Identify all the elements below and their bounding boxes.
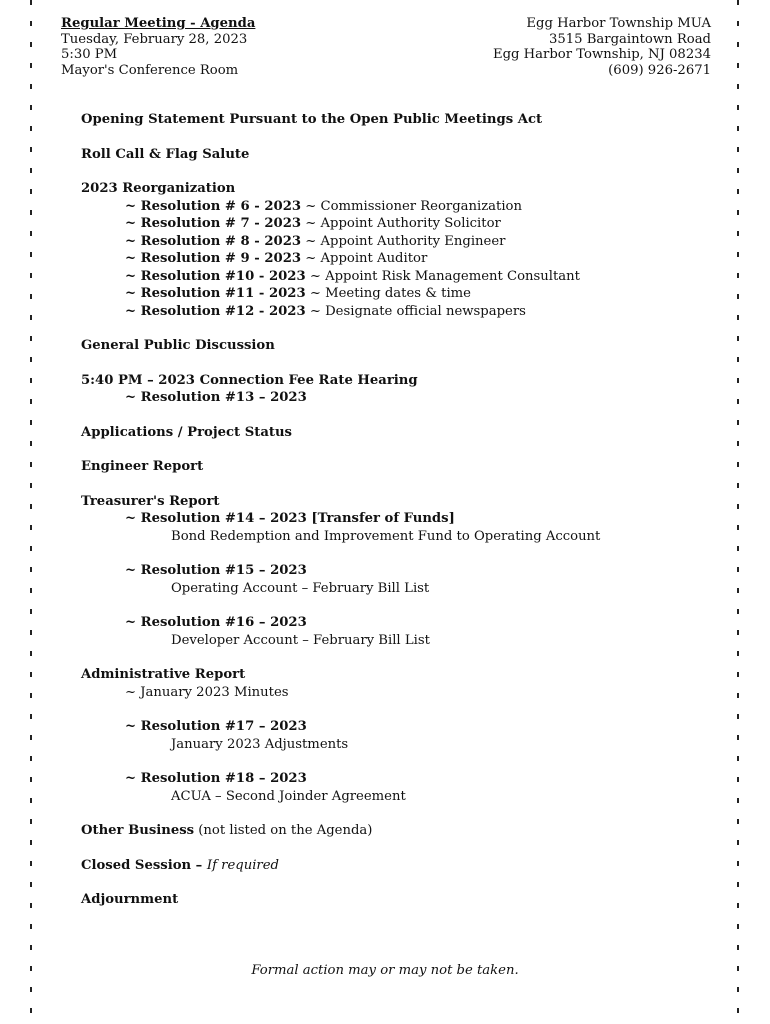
- resolution-description: ~ Commissioner Reorganization: [301, 198, 522, 214]
- resolution-item: [81, 215, 721, 233]
- resolution-item: [81, 285, 721, 303]
- address-line-1: 3515 Bargaintown Road: [548, 31, 711, 47]
- roll-call: Roll Call & Flag Salute: [81, 146, 250, 162]
- meeting-info: [61, 16, 255, 78]
- phone-number: (609) 926-2671: [608, 62, 711, 78]
- resolution-16: ~ Resolution #16 – 2023: [125, 615, 307, 630]
- resolution-14: ~ Resolution #14 – 2023 [Transfer of Funds]: [125, 511, 455, 526]
- resolution-number: ~ Resolution #10 - 2023: [125, 268, 306, 284]
- resolution-number: ~ Resolution # 8 - 2023: [125, 233, 302, 249]
- resolution-description: ~ Meeting dates & time: [305, 286, 471, 301]
- resolution-14-description: Bond Redemption and Improvement Fund to Operating Account: [171, 528, 601, 544]
- org-name: Egg Harbor Township MUA: [526, 16, 711, 31]
- closed-session-note: If required: [206, 857, 279, 873]
- other-business-note: (not listed on the Agenda): [194, 823, 373, 838]
- resolution-item: [81, 303, 721, 321]
- resolution-item: [81, 250, 721, 268]
- footer-note: Formal action may or may not be taken.: [251, 963, 519, 978]
- resolution-item: [81, 233, 721, 251]
- resolution-15: ~ Resolution #15 – 2023: [125, 563, 307, 578]
- engineer-report: Engineer Report: [81, 459, 204, 474]
- resolution-18: ~ Resolution #18 – 2023: [125, 771, 307, 786]
- treasurer-report-heading: Treasurer's Report: [81, 493, 220, 509]
- resolution-17: ~ Resolution #17 – 2023: [125, 719, 307, 734]
- resolution-item: [81, 198, 721, 216]
- agenda-title: Regular Meeting - Agenda: [61, 16, 256, 31]
- meeting-time: 5:30 PM: [61, 47, 118, 62]
- resolution-18-description: ACUA – Second Joinder Agreement: [171, 788, 406, 804]
- resolution-number: ~ Resolution #12 - 2023: [125, 303, 306, 319]
- resolution-description: ~ Appoint Authority Engineer: [301, 233, 506, 249]
- resolution-15-description: Operating Account – February Bill List: [171, 580, 430, 596]
- adjournment: Adjournment: [81, 892, 179, 907]
- administrative-report-heading: Administrative Report: [81, 667, 246, 682]
- opening-statement: Opening Statement Pursuant to the Open Public Meetings Act: [81, 112, 543, 127]
- meeting-location: Mayor's Conference Room: [61, 62, 239, 78]
- resolution-description: ~ Appoint Risk Management Consultant: [305, 268, 580, 284]
- resolution-item: [81, 268, 721, 286]
- public-discussion: General Public Discussion: [81, 338, 275, 353]
- other-business-label: Other Business: [81, 823, 195, 838]
- meeting-date: Tuesday, February 28, 2023: [61, 31, 248, 47]
- reorganization-heading: 2023 Reorganization: [81, 181, 236, 196]
- resolution-description: ~ Appoint Authority Solicitor: [301, 216, 501, 231]
- resolution-17-description: January 2023 Adjustments: [171, 736, 349, 752]
- rate-hearing-heading: 5:40 PM – 2023 Connection Fee Rate Hearing: [81, 372, 418, 388]
- minutes-item: ~ January 2023 Minutes: [125, 684, 289, 700]
- resolution-number: ~ Resolution # 7 - 2023: [125, 216, 302, 231]
- right-page-edge: [737, 0, 739, 1024]
- applications-status: Applications / Project Status: [81, 424, 292, 440]
- address-line-2: Egg Harbor Township, NJ 08234: [492, 47, 711, 62]
- resolution-16-description: Developer Account – February Bill List: [171, 632, 430, 648]
- resolution-number: ~ Resolution # 6 - 2023: [125, 198, 302, 214]
- closed-session: [81, 857, 721, 875]
- left-page-edge: [30, 0, 32, 1024]
- resolution-description: ~ Appoint Auditor: [301, 251, 428, 266]
- closed-session-label: Closed Session –: [81, 857, 207, 873]
- resolution-number: ~ Resolution # 9 - 2023: [125, 251, 302, 266]
- agenda-body: [81, 111, 721, 909]
- resolution-description: ~ Designate official newspapers: [305, 303, 526, 319]
- org-address-block: [493, 16, 711, 78]
- resolution-number: ~ Resolution #11 - 2023: [125, 286, 306, 301]
- resolution-13: ~ Resolution #13 – 2023: [125, 390, 307, 405]
- other-business: [81, 822, 721, 840]
